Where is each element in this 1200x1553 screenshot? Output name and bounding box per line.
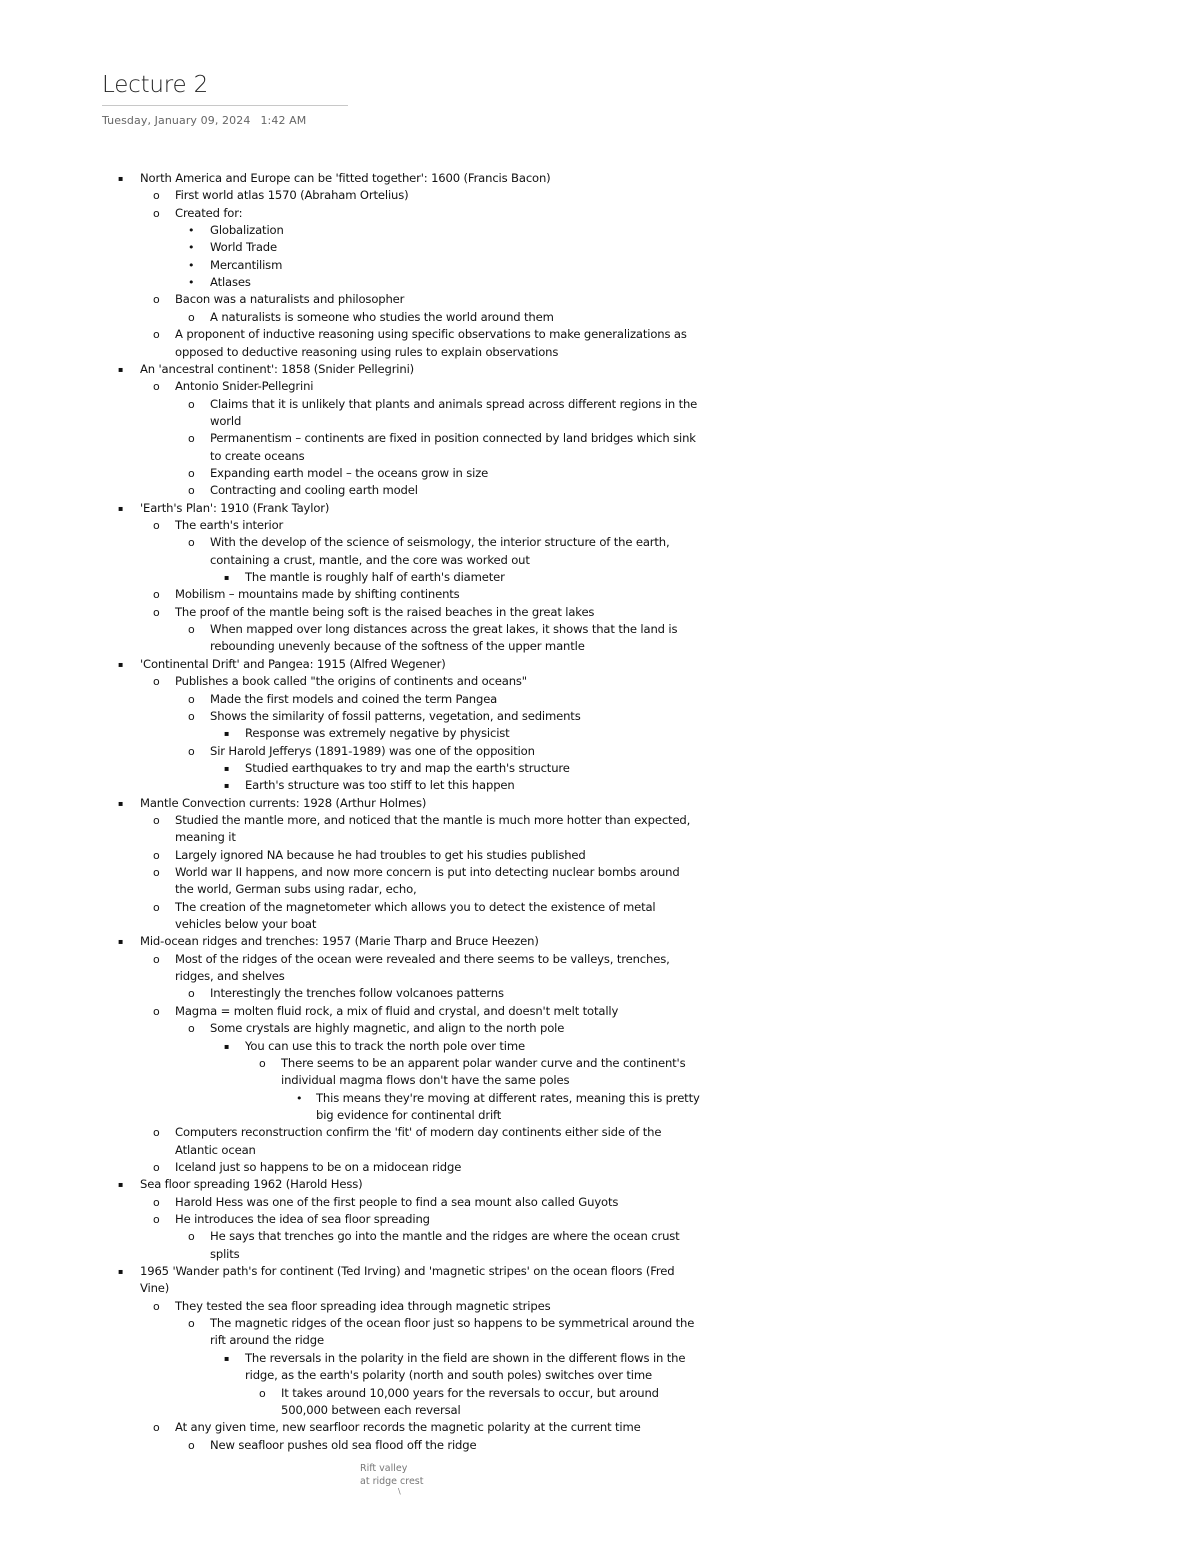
note-line: An 'ancestral continent': 1858 (Snider Pellegrini) xyxy=(140,361,415,376)
circle-bullet-icon: o xyxy=(188,432,195,446)
page-date: Tuesday, January 09, 2024 xyxy=(102,114,251,127)
note-line: Made the first models and coined the term Pangea xyxy=(210,691,498,706)
circle-bullet-icon: o xyxy=(153,588,160,602)
note-line: Harold Hess was one of the first people to find a sea mount also called Guyots xyxy=(175,1194,619,1209)
page-title: Lecture 2 xyxy=(102,72,209,98)
square-bullet-icon: ▪ xyxy=(118,798,124,808)
dot-bullet-icon: • xyxy=(188,224,195,238)
note-line: Iceland just so happens to be on a midocean ridge xyxy=(175,1159,462,1174)
note-line: There seems to be an apparent polar wander curve and the continent's xyxy=(281,1055,686,1070)
square-bullet-icon: ▪ xyxy=(118,364,124,374)
circle-bullet-icon: o xyxy=(188,466,195,480)
figure-caption-line: Rift valley xyxy=(360,1463,408,1474)
dot-bullet-icon: • xyxy=(188,241,195,255)
circle-bullet-icon: o xyxy=(188,987,195,1001)
circle-bullet-icon: o xyxy=(259,1386,266,1400)
circle-bullet-icon: o xyxy=(188,709,195,723)
note-line: Sir Harold Jefferys (1891-1989) was one of the opposition xyxy=(210,743,535,758)
circle-bullet-icon: o xyxy=(153,1195,160,1209)
dot-bullet-icon: • xyxy=(188,276,195,290)
note-line: 'Earth's Plan': 1910 (Frank Taylor) xyxy=(140,500,330,515)
title-divider xyxy=(102,105,348,106)
circle-bullet-icon: o xyxy=(153,380,160,394)
note-line: Some crystals are highly magnetic, and align to the north pole xyxy=(210,1021,565,1036)
note-line: rift around the ridge xyxy=(210,1333,324,1348)
circle-bullet-icon: o xyxy=(259,1056,266,1070)
note-line: Expanding earth model – the oceans grow in size xyxy=(210,465,489,480)
note-line: individual magma flows don't have the same poles xyxy=(281,1073,570,1088)
note-line: Permanentism – continents are fixed in position connected by land bridges which sink xyxy=(210,431,696,446)
circle-bullet-icon: o xyxy=(153,1004,160,1018)
note-line: to create oceans xyxy=(210,448,305,463)
note-line: Atlantic ocean xyxy=(175,1142,256,1157)
note-line: opposed to deductive reasoning using rules to explain observations xyxy=(175,344,559,359)
note-line: Response was extremely negative by physicist xyxy=(245,726,510,741)
square-bullet-icon: ▪ xyxy=(118,503,124,513)
note-line: You can use this to track the north pole over time xyxy=(245,1038,525,1053)
note-line: Vine) xyxy=(140,1281,170,1296)
circle-bullet-icon: o xyxy=(153,952,160,966)
circle-bullet-icon: o xyxy=(188,744,195,758)
note-line: rebounding unevenly because of the softness of the upper mantle xyxy=(210,639,585,654)
note-line: He introduces the idea of sea floor spreading xyxy=(175,1212,430,1226)
note-line: Claims that it is unlikely that plants and animals spread across different regions in the xyxy=(210,396,698,411)
note-line: ridges, and shelves xyxy=(175,969,285,984)
circle-bullet-icon: o xyxy=(153,675,160,689)
circle-bullet-icon: o xyxy=(188,310,195,324)
note-line: 'Continental Drift' and Pangea: 1915 (Alfred Wegener) xyxy=(140,656,446,671)
note-line: Computers reconstruction confirm the 'fit' of modern day continents either side of the xyxy=(175,1125,662,1140)
note-line: meaning it xyxy=(175,830,236,845)
circle-bullet-icon: o xyxy=(153,848,160,862)
note-line: Earth's structure was too stiff to let this happen xyxy=(245,778,515,793)
note-line: This means they're moving at different rates, meaning this is pretty xyxy=(316,1090,700,1105)
note-line: vehicles below your boat xyxy=(175,917,317,932)
note-line: splits xyxy=(210,1246,240,1261)
square-bullet-icon: ▪ xyxy=(224,781,230,791)
circle-bullet-icon: o xyxy=(153,1126,160,1140)
dot-bullet-icon: • xyxy=(296,1091,303,1105)
note-line: He says that trenches go into the mantle and the ridges are where the ocean crust xyxy=(210,1229,680,1244)
note-line: World war II happens, and now more concern is put into detecting nuclear bombs around xyxy=(175,865,680,879)
note-line: At any given time, new searfloor records the magnetic polarity at the current time xyxy=(175,1420,641,1435)
square-bullet-icon: ▪ xyxy=(118,659,124,669)
note-line: When mapped over long distances across the great lakes, it shows that the land is xyxy=(210,622,678,637)
circle-bullet-icon: o xyxy=(153,519,160,532)
note-line: Atlases xyxy=(210,275,251,290)
note-line: Studied the mantle more, and noticed that the mantle is much more hotter than expected, xyxy=(175,812,691,827)
circle-bullet-icon: o xyxy=(188,536,195,550)
note-line: First world atlas 1570 (Abraham Ortelius) xyxy=(175,188,409,203)
note-line: Mobilism – mountains made by shifting continents xyxy=(175,587,460,602)
note-line: A proponent of inductive reasoning using specific observations to make generalizations as xyxy=(175,327,687,342)
square-bullet-icon: ▪ xyxy=(224,763,230,773)
note-line: It takes around 10,000 years for the reversals to occur, but around xyxy=(281,1385,659,1400)
circle-bullet-icon: o xyxy=(153,605,160,619)
square-bullet-icon: ▪ xyxy=(224,1041,230,1051)
note-line: Largely ignored NA because he had troubles to get his studies published xyxy=(175,847,586,862)
note-line: Contracting and cooling earth model xyxy=(210,483,418,498)
circle-bullet-icon: o xyxy=(188,484,195,498)
square-bullet-icon: ▪ xyxy=(224,573,230,583)
square-bullet-icon: ▪ xyxy=(118,174,124,183)
note-line: Most of the ridges of the ocean were revealed and there seems to be valleys, trenches, xyxy=(175,951,670,966)
circle-bullet-icon: o xyxy=(188,623,195,637)
circle-bullet-icon: o xyxy=(188,1317,195,1331)
circle-bullet-icon: o xyxy=(188,692,195,706)
note-line: world xyxy=(210,413,242,428)
dot-bullet-icon: • xyxy=(188,258,195,272)
note-line: 500,000 between each reversal xyxy=(281,1402,461,1417)
circle-bullet-icon: o xyxy=(188,1230,195,1244)
note-line: The creation of the magnetometer which allows you to detect the existence of metal xyxy=(175,899,656,914)
figure-arrow-icon: \ xyxy=(398,1487,401,1496)
circle-bullet-icon: o xyxy=(188,1022,195,1036)
note-line: The earth's interior xyxy=(175,518,284,532)
figure-rift-valley xyxy=(360,1462,423,1496)
circle-bullet-icon: o xyxy=(153,900,160,914)
note-line: big evidence for continental drift xyxy=(316,1107,502,1122)
circle-bullet-icon: o xyxy=(153,1213,160,1226)
note-line: World Trade xyxy=(210,240,277,255)
note-line: Bacon was a naturalists and philosopher xyxy=(175,292,405,307)
note-line: ridge, as the earth's polarity (north and south poles) switches over time xyxy=(245,1368,652,1383)
circle-bullet-icon: o xyxy=(153,1160,160,1174)
circle-bullet-icon: o xyxy=(153,866,160,879)
note-line: the world, German subs using radar, echo, xyxy=(175,882,417,897)
page-time: 1:42 AM xyxy=(260,114,307,127)
square-bullet-icon: ▪ xyxy=(118,1180,124,1190)
circle-bullet-icon: o xyxy=(153,1421,160,1435)
circle-bullet-icon: o xyxy=(153,189,160,203)
note-line: Mercantilism xyxy=(210,257,283,272)
note-line: 1965 'Wander path's for continent (Ted Irving) and 'magnetic stripes' on the ocean floors (Fred xyxy=(140,1264,675,1279)
note-line: Magma = molten fluid rock, a mix of fluid and crystal, and doesn't melt totally xyxy=(175,1003,619,1018)
note-line: Publishes a book called "the origins of continents and oceans" xyxy=(175,674,527,689)
note-line: Mantle Convection currents: 1928 (Arthur Holmes) xyxy=(140,795,427,810)
note-line: The reversals in the polarity in the field are shown in the different flows in the xyxy=(245,1350,686,1365)
note-line: Interestingly the trenches follow volcanoes patterns xyxy=(210,986,504,1001)
note-line: Studied earthquakes to try and map the earth's structure xyxy=(245,760,570,775)
note-line: A naturalists is someone who studies the world around them xyxy=(210,309,554,324)
note-line: Created for: xyxy=(175,205,243,220)
circle-bullet-icon: o xyxy=(153,293,160,307)
circle-bullet-icon: o xyxy=(153,206,160,220)
note-line: Globalization xyxy=(210,223,284,238)
note-line: The mantle is roughly half of earth's diameter xyxy=(245,570,505,585)
note-line: Mid-ocean ridges and trenches: 1957 (Marie Tharp and Bruce Heezen) xyxy=(140,934,539,949)
square-bullet-icon: ▪ xyxy=(118,1267,124,1277)
circle-bullet-icon: o xyxy=(153,813,160,827)
circle-bullet-icon: o xyxy=(188,1438,195,1452)
note-line: They tested the sea floor spreading idea through magnetic stripes xyxy=(175,1298,551,1313)
note-line: Sea floor spreading 1962 (Harold Hess) xyxy=(140,1177,363,1192)
note-line: The proof of the mantle being soft is the raised beaches in the great lakes xyxy=(175,604,595,619)
note-line: containing a crust, mantle, and the core was worked out xyxy=(210,552,530,567)
note-line: New seafloor pushes old sea flood off the ridge xyxy=(210,1437,477,1452)
circle-bullet-icon: o xyxy=(153,328,160,342)
note-line: North America and Europe can be 'fitted together': 1600 (Francis Bacon) xyxy=(140,171,551,185)
circle-bullet-icon: o xyxy=(153,1299,160,1313)
square-bullet-icon: ▪ xyxy=(224,729,230,739)
note-line: With the develop of the science of seismology, the interior structure of the earth, xyxy=(210,535,670,550)
square-bullet-icon: ▪ xyxy=(224,1353,230,1363)
note-line: Antonio Snider-Pellegrini xyxy=(175,379,314,394)
circle-bullet-icon: o xyxy=(188,397,195,411)
note-line: Shows the similarity of fossil patterns, vegetation, and sediments xyxy=(210,708,581,723)
figure-caption-line: at ridge crest xyxy=(360,1476,424,1487)
note-line: The magnetic ridges of the ocean floor just so happens to be symmetrical around the xyxy=(210,1316,695,1331)
page-timestamp xyxy=(102,114,306,127)
square-bullet-icon: ▪ xyxy=(118,937,124,947)
